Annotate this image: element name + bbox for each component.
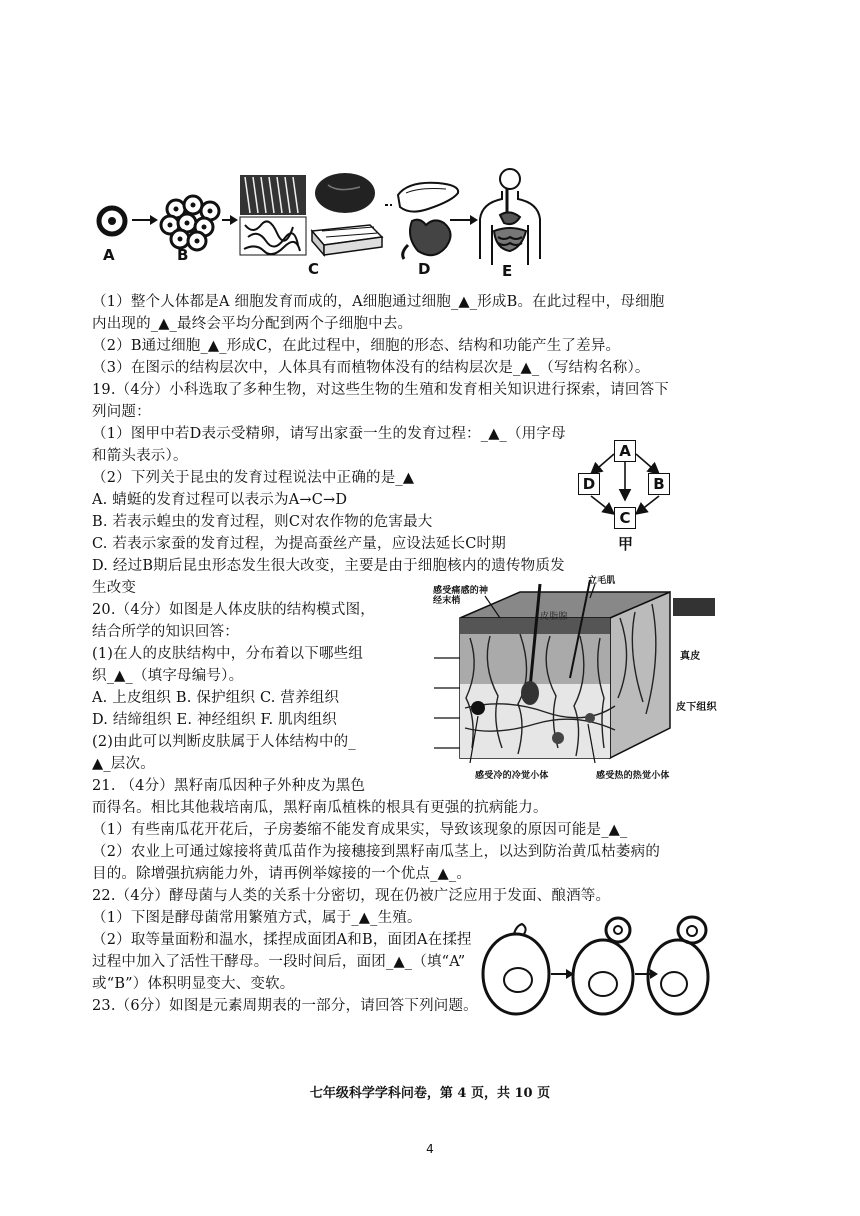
- cell-cluster-b-icon: [161, 196, 219, 250]
- q19-option-d: D. 经过B期后昆虫形态发生很大改变，主要是由于细胞核内的遗传物质发: [92, 558, 565, 574]
- q19-option-d-cont: 生改变: [92, 580, 137, 596]
- q18-line-4: （3）在图示的结构层次中，人体具有而植物体没有的结构层次是_▲_（写结构名称）。: [92, 360, 650, 376]
- q20-line-4: 织_▲_（填字母编号）。: [92, 668, 244, 684]
- page-number: 4: [426, 1142, 434, 1156]
- q21-line-4: （2）农业上可通过嫁接将黄瓜苗作为接穗接到黑籽南瓜茎上，以达到防治黄瓜枯萎病的: [92, 844, 661, 860]
- cycle-node-b: B: [648, 473, 670, 495]
- cycle-node-a: A: [614, 440, 636, 462]
- skin-label-subcutaneous: 皮下组织: [676, 702, 717, 713]
- skin-label-dermis: 真皮: [680, 651, 701, 662]
- q19-option-c: C. 若表示家蚕的发育过程，为提高蚕丝产量，应设法延长C时期: [92, 536, 506, 552]
- q21-line-3: （1）有些南瓜花开花后，子房萎缩不能发育成果实，导致该现象的原因可能是_▲_: [92, 822, 628, 838]
- q22-line-4: 过程中加入了活性干酵母。一段时间后，面团_▲_（填“A”: [92, 954, 466, 970]
- q19-option-b: B. 若表示蝗虫的发育过程，则C对农作物的危害最大: [92, 514, 433, 530]
- cycle-node-d: D: [578, 473, 600, 495]
- q21-line-2: 而得名。相比其他栽培南瓜，黑籽南瓜植株的根具有更强的抗病能力。: [92, 800, 548, 816]
- q20-line-7: (2)由此可以判断皮肤属于人体结构中的_: [92, 734, 356, 750]
- skin-label-sebaceous-gland: 皮脂腺: [540, 612, 568, 622]
- skin-label-cold-receptor: 感受冷的冷觉小体: [475, 771, 549, 781]
- q19-line-1: 19.（4分）小科选取了多种生物，对这些生物的生殖和发育相关知识进行探索，请回答下: [92, 382, 669, 398]
- q19-line-2: 列问题：: [92, 404, 151, 420]
- cycle-caption: 甲: [618, 535, 634, 553]
- q22-line-1: 22.（4分）酵母菌与人类的关系十分密切，现在仍被广泛应用于发面、酿酒等。: [92, 888, 611, 904]
- cell-a-icon: [99, 208, 125, 234]
- skin-label-arrector-muscle: 立毛肌: [588, 576, 616, 586]
- figure-label-e: E: [502, 262, 513, 280]
- figure-label-c: C: [308, 260, 320, 278]
- q18-line-1: （1）整个人体都是A 细胞发育而成的，A细胞通过细胞_▲_形成B。在此过程中，母细胞: [92, 294, 665, 310]
- q20-line-3: (1)在人的皮肤结构中，分布着以下哪些组: [92, 646, 364, 662]
- q22-line-5: 或“B”）体积明显变大、变软。: [92, 976, 295, 992]
- page-footer: 七年级科学学科问卷，第 4 页，共 10 页: [309, 1086, 551, 1101]
- q22-line-2: （1）下图是酵母菌常用繁殖方式，属于_▲_生殖。: [92, 910, 422, 926]
- skin-label-heat-receptor: 感受热的热觉小体: [596, 771, 670, 781]
- tissues-c-icon: [240, 173, 382, 255]
- yeast-budding-figure: [478, 912, 748, 1022]
- q19-line-4: 和箭头表示）。: [92, 448, 188, 464]
- figure-label-b: B: [177, 246, 189, 264]
- q19-line-5: （2）下列关于昆虫的发育过程说法中正确的是_▲: [92, 470, 415, 486]
- skin-structure-figure: [430, 578, 730, 783]
- skin-label-nerve-ending: 感受痛感的神经末梢: [433, 586, 489, 606]
- q18-figure: [90, 165, 560, 265]
- q20-line-8: ▲_层次。: [92, 756, 155, 772]
- q19-line-3: （1）图甲中若D表示受精卵，请写出家蚕一生的发育过程：_▲_（用字母: [92, 426, 566, 442]
- q21-line-1: 21. （4分）黑籽南瓜因种子外种皮为黑色: [92, 778, 366, 794]
- q18-line-2: 内出现的_▲_最终会平均分配到两个子细胞中去。: [92, 316, 413, 332]
- q20-line-2: 结合所学的知识回答：: [92, 624, 239, 640]
- q19-option-a: A. 蜻蜓的发育过程可以表示为A→C→D: [92, 492, 348, 508]
- organs-d-icon: [398, 183, 458, 259]
- figure-label-d: D: [418, 260, 431, 278]
- q23-line-1: 23.（6分）如图是元素周期表的一部分，请回答下列问题。: [92, 998, 478, 1014]
- human-body-e-icon: [480, 169, 540, 265]
- q22-line-3: （2）取等量面粉和温水，揉捏成面团A和B，面团A在揉捏: [92, 932, 472, 948]
- q18-line-3: （2）B通过细胞_▲_形成C，在此过程中，细胞的形态、结构和功能产生了差异。: [92, 338, 621, 354]
- q21-line-5: 目的。除增强抗病能力外，请再例举嫁接的一个优点_▲_。: [92, 866, 472, 882]
- q20-options-2: D. 结缔组织 E. 神经组织 F. 肌肉组织: [92, 712, 337, 728]
- figure-label-a: A: [103, 246, 115, 264]
- q20-options-1: A. 上皮组织 B. 保护组织 C. 营养组织: [92, 690, 340, 706]
- q20-line-1: 20.（4分）如图是人体皮肤的结构模式图，: [92, 602, 375, 618]
- cycle-node-c: C: [614, 507, 636, 529]
